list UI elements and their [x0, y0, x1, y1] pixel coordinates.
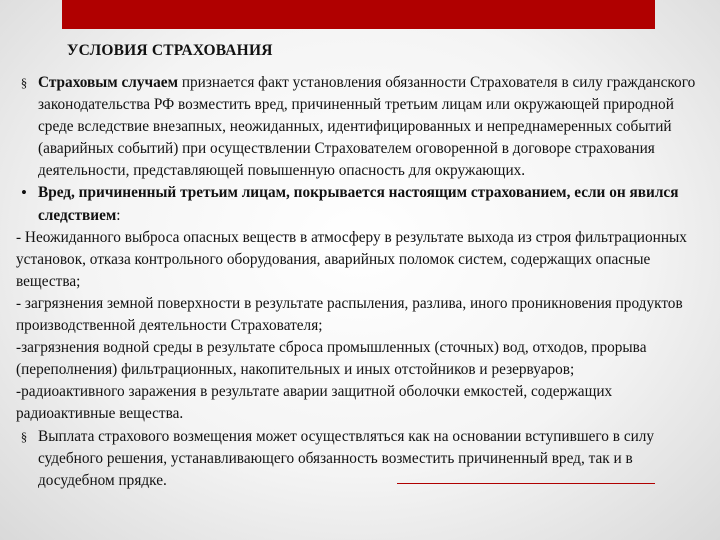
case-water-contamination: -загрязнения водной среды в результате сброса промышленных (сточных) вод, отходов, прорыва (переполнения) фильтрационных, накопительных и иных отстойников и резервуаров; [16, 339, 647, 379]
dot-bullet-icon: • [21, 183, 27, 203]
section-bullet-icon: § [20, 75, 28, 90]
case-air-emission: - Неожиданного выброса опасных веществ в атмосферу в результате выхода из строя фильтрационных установок, отказа контрольного оборудования, аварийных поломок систем, содержащих опасные вещества; [16, 228, 687, 290]
payment-item [16, 426, 706, 492]
coverage-statement: Вред, причиненный третьим лицам, покрывается настоящим страхованием, если он явился следствием [38, 184, 679, 224]
section-bullet-icon: § [20, 428, 28, 444]
top-accent-bar [62, 0, 655, 29]
insured-event-definition: признается факт установления обязанности Страхователя в силу гражданского законодательства РФ возместить вред, причиненный третьим лицам или окружающей природной среде вследствие внезапных, неожиданных, идентифицированных и непреднамеренных событий (аварийных событий) при осуществлении Страхователем оговоренной в договоре страхования деятельности, представляющей повышенную опасность для окружающих. [38, 74, 696, 180]
payment-text: Выплата страхового возмещения может осуществляться как на основании вступившего в силу судебного решения, устанавливающего обязанность возместить причиненный вред, так и в досудебном прядке. [38, 427, 655, 489]
slide-title: УСЛОВИЯ СТРАХОВАНИЯ [67, 42, 273, 59]
case-soil-contamination: - загрязнения земной поверхности в результате распыления, разлива, иного проникновения продуктов производственной деятельности Страхователя; [16, 294, 683, 335]
body-text [16, 72, 706, 492]
insured-event-term: Страховым случаем [38, 74, 178, 91]
red-underline-divider [397, 483, 655, 484]
coverage-colon: : [116, 206, 121, 224]
insured-event-item [16, 72, 706, 182]
coverage-item [16, 182, 706, 226]
case-radioactive-contamination: -радиоактивного заражения в результате аварии защитной оболочки емкостей, содержащих радиоактивные вещества. [16, 383, 613, 423]
